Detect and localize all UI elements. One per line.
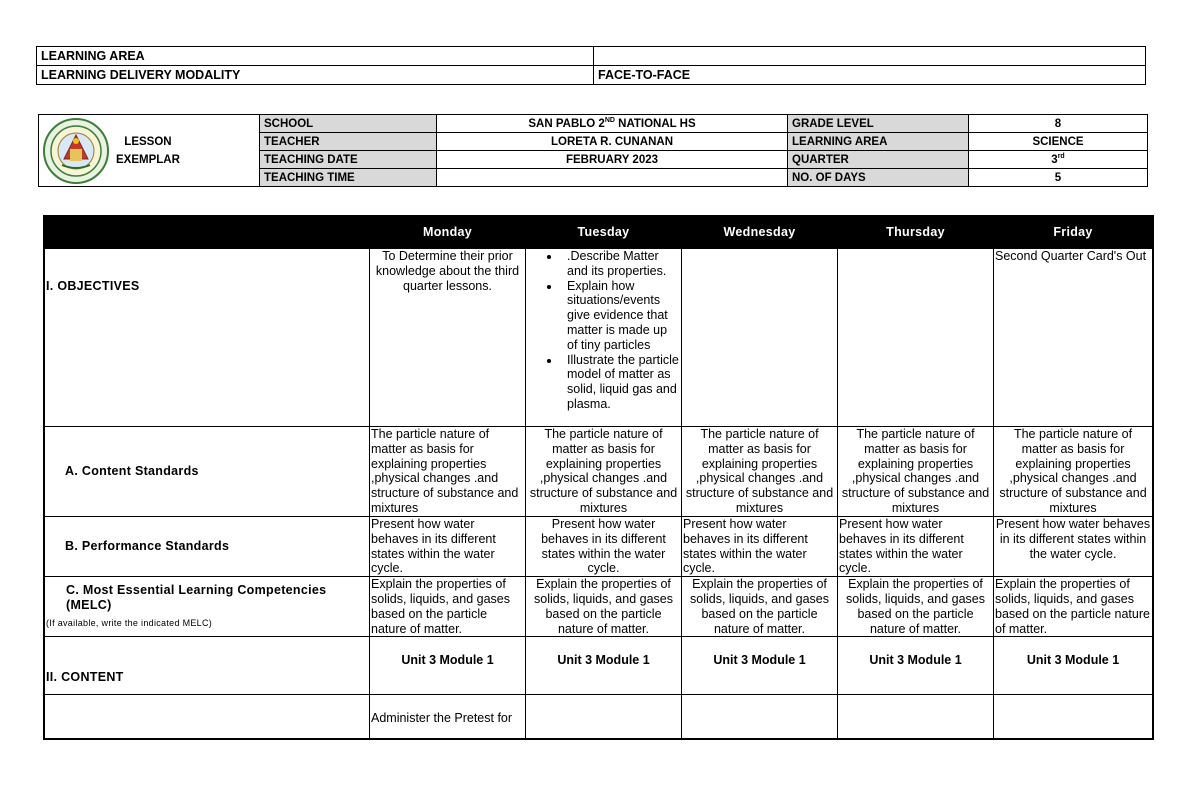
melc-note: (If available, write the indicated MELC) <box>46 617 213 628</box>
school-value: SAN PABLO 2ND NATIONAL HS <box>437 115 788 133</box>
teacher-value: LORETA R. CUNANAN <box>437 133 788 151</box>
quarter-label: QUARTER <box>788 151 969 169</box>
day-header-monday: Monday <box>370 216 526 249</box>
last-row-label <box>44 695 370 739</box>
lesson-exemplar-cell <box>39 115 260 187</box>
objective-bullet: • Illustrate the particle model of matter as solid, liquid gas and plasma. <box>561 353 680 412</box>
melc-cell <box>44 577 370 637</box>
performance-standards-tuesday: Present how water behaves in its different states within the water cycle. <box>526 517 682 577</box>
melc-monday: Explain the properties of solids, liquids, and gases based on the particle nature of matter. <box>370 577 526 637</box>
content-label: II. CONTENT <box>44 637 370 695</box>
last-row-tuesday <box>526 695 682 739</box>
grade-level-label: GRADE LEVEL <box>788 115 969 133</box>
learning-area-table <box>36 46 1146 85</box>
melc-thursday: Explain the properties of solids, liquids, and gases based on the particle nature of matter. <box>838 577 994 637</box>
school-seal-icon <box>42 117 110 185</box>
teaching-time-label: TEACHING TIME <box>260 169 437 187</box>
objectives-friday: Second Quarter Card's Out <box>994 249 1154 427</box>
objectives-label: I. OBJECTIVES <box>44 249 370 427</box>
lesson-plan-table <box>43 215 1154 740</box>
teaching-date-value: FEBRUARY 2023 <box>437 151 788 169</box>
content-standards-monday: The particle nature of matter as basis for explaining properties ,physical changes .and structure of substance and mixtures <box>370 427 526 517</box>
objectives-tuesday <box>526 249 682 427</box>
content-standards-wednesday: The particle nature of matter as basis for explaining properties ,physical changes .and structure of substance and mixtures <box>682 427 838 517</box>
no-of-days-label: NO. OF DAYS <box>788 169 969 187</box>
content-tuesday: Unit 3 Module 1 <box>526 637 682 695</box>
performance-standards-friday: Present how water behaves in its different states within the water cycle. <box>994 517 1154 577</box>
quarter-value: 3rd <box>969 151 1148 169</box>
objectives-wednesday <box>682 249 838 427</box>
no-of-days-value: 5 <box>969 169 1148 187</box>
objective-bullet: • .Describe Matter and its properties. <box>561 249 680 279</box>
melc-tuesday: Explain the properties of solids, liquids, and gases based on the particle nature of matter. <box>526 577 682 637</box>
content-standards-label: A. Content Standards <box>44 427 370 517</box>
melc-label: C. Most Essential Learning Competencies (MELC) <box>66 583 327 612</box>
performance-standards-wednesday: Present how water behaves in its different states within the water cycle. <box>682 517 838 577</box>
modality-label: LEARNING DELIVERY MODALITY <box>37 66 594 85</box>
content-thursday: Unit 3 Module 1 <box>838 637 994 695</box>
learning-area-label: LEARNING AREA <box>37 47 594 66</box>
lesson-header-table <box>38 114 1148 187</box>
teaching-time-value <box>437 169 788 187</box>
lesson-label: LESSON <box>124 135 172 148</box>
performance-standards-label: B. Performance Standards <box>44 517 370 577</box>
grade-level-value: 8 <box>969 115 1148 133</box>
melc-wednesday: Explain the properties of solids, liquids, and gases based on the particle nature of matter. <box>682 577 838 637</box>
content-friday: Unit 3 Module 1 <box>994 637 1154 695</box>
melc-friday: Explain the properties of solids, liquids, and gases based on the particle nature of matter. <box>994 577 1154 637</box>
teacher-label: TEACHER <box>260 133 437 151</box>
corner-header <box>44 216 370 249</box>
modality-value: FACE-TO-FACE <box>594 66 1146 85</box>
content-standards-thursday: The particle nature of matter as basis for explaining properties ,physical changes .and structure of substance and mixtures <box>838 427 994 517</box>
performance-standards-monday: Present how water behaves in its different states within the water cycle. <box>370 517 526 577</box>
school-label: SCHOOL <box>260 115 437 133</box>
content-monday: Unit 3 Module 1 <box>370 637 526 695</box>
day-header-tuesday: Tuesday <box>526 216 682 249</box>
learning-area-value <box>594 47 1146 66</box>
day-header-wednesday: Wednesday <box>682 216 838 249</box>
day-header-friday: Friday <box>994 216 1154 249</box>
content-standards-friday: The particle nature of matter as basis for explaining properties ,physical changes .and structure of substance and mixtures <box>994 427 1154 517</box>
performance-standards-thursday: Present how water behaves in its different states within the water cycle. <box>838 517 994 577</box>
last-row-thursday <box>838 695 994 739</box>
learning-area-value-2: SCIENCE <box>969 133 1148 151</box>
last-row-wednesday <box>682 695 838 739</box>
content-standards-tuesday: The particle nature of matter as basis for explaining properties ,physical changes .and structure of substance and mixtures <box>526 427 682 517</box>
content-wednesday: Unit 3 Module 1 <box>682 637 838 695</box>
objective-bullet: • Explain how situations/events give evidence that matter is made up of tiny particles <box>561 279 680 353</box>
last-row-monday: Administer the Pretest for <box>370 695 526 739</box>
objectives-thursday <box>838 249 994 427</box>
learning-area-label-2: LEARNING AREA <box>788 133 969 151</box>
last-row-friday <box>994 695 1154 739</box>
exemplar-label: EXEMPLAR <box>116 153 180 166</box>
teaching-date-label: TEACHING DATE <box>260 151 437 169</box>
day-header-thursday: Thursday <box>838 216 994 249</box>
objectives-monday: To Determine their prior knowledge about the third quarter lessons. <box>370 249 526 427</box>
